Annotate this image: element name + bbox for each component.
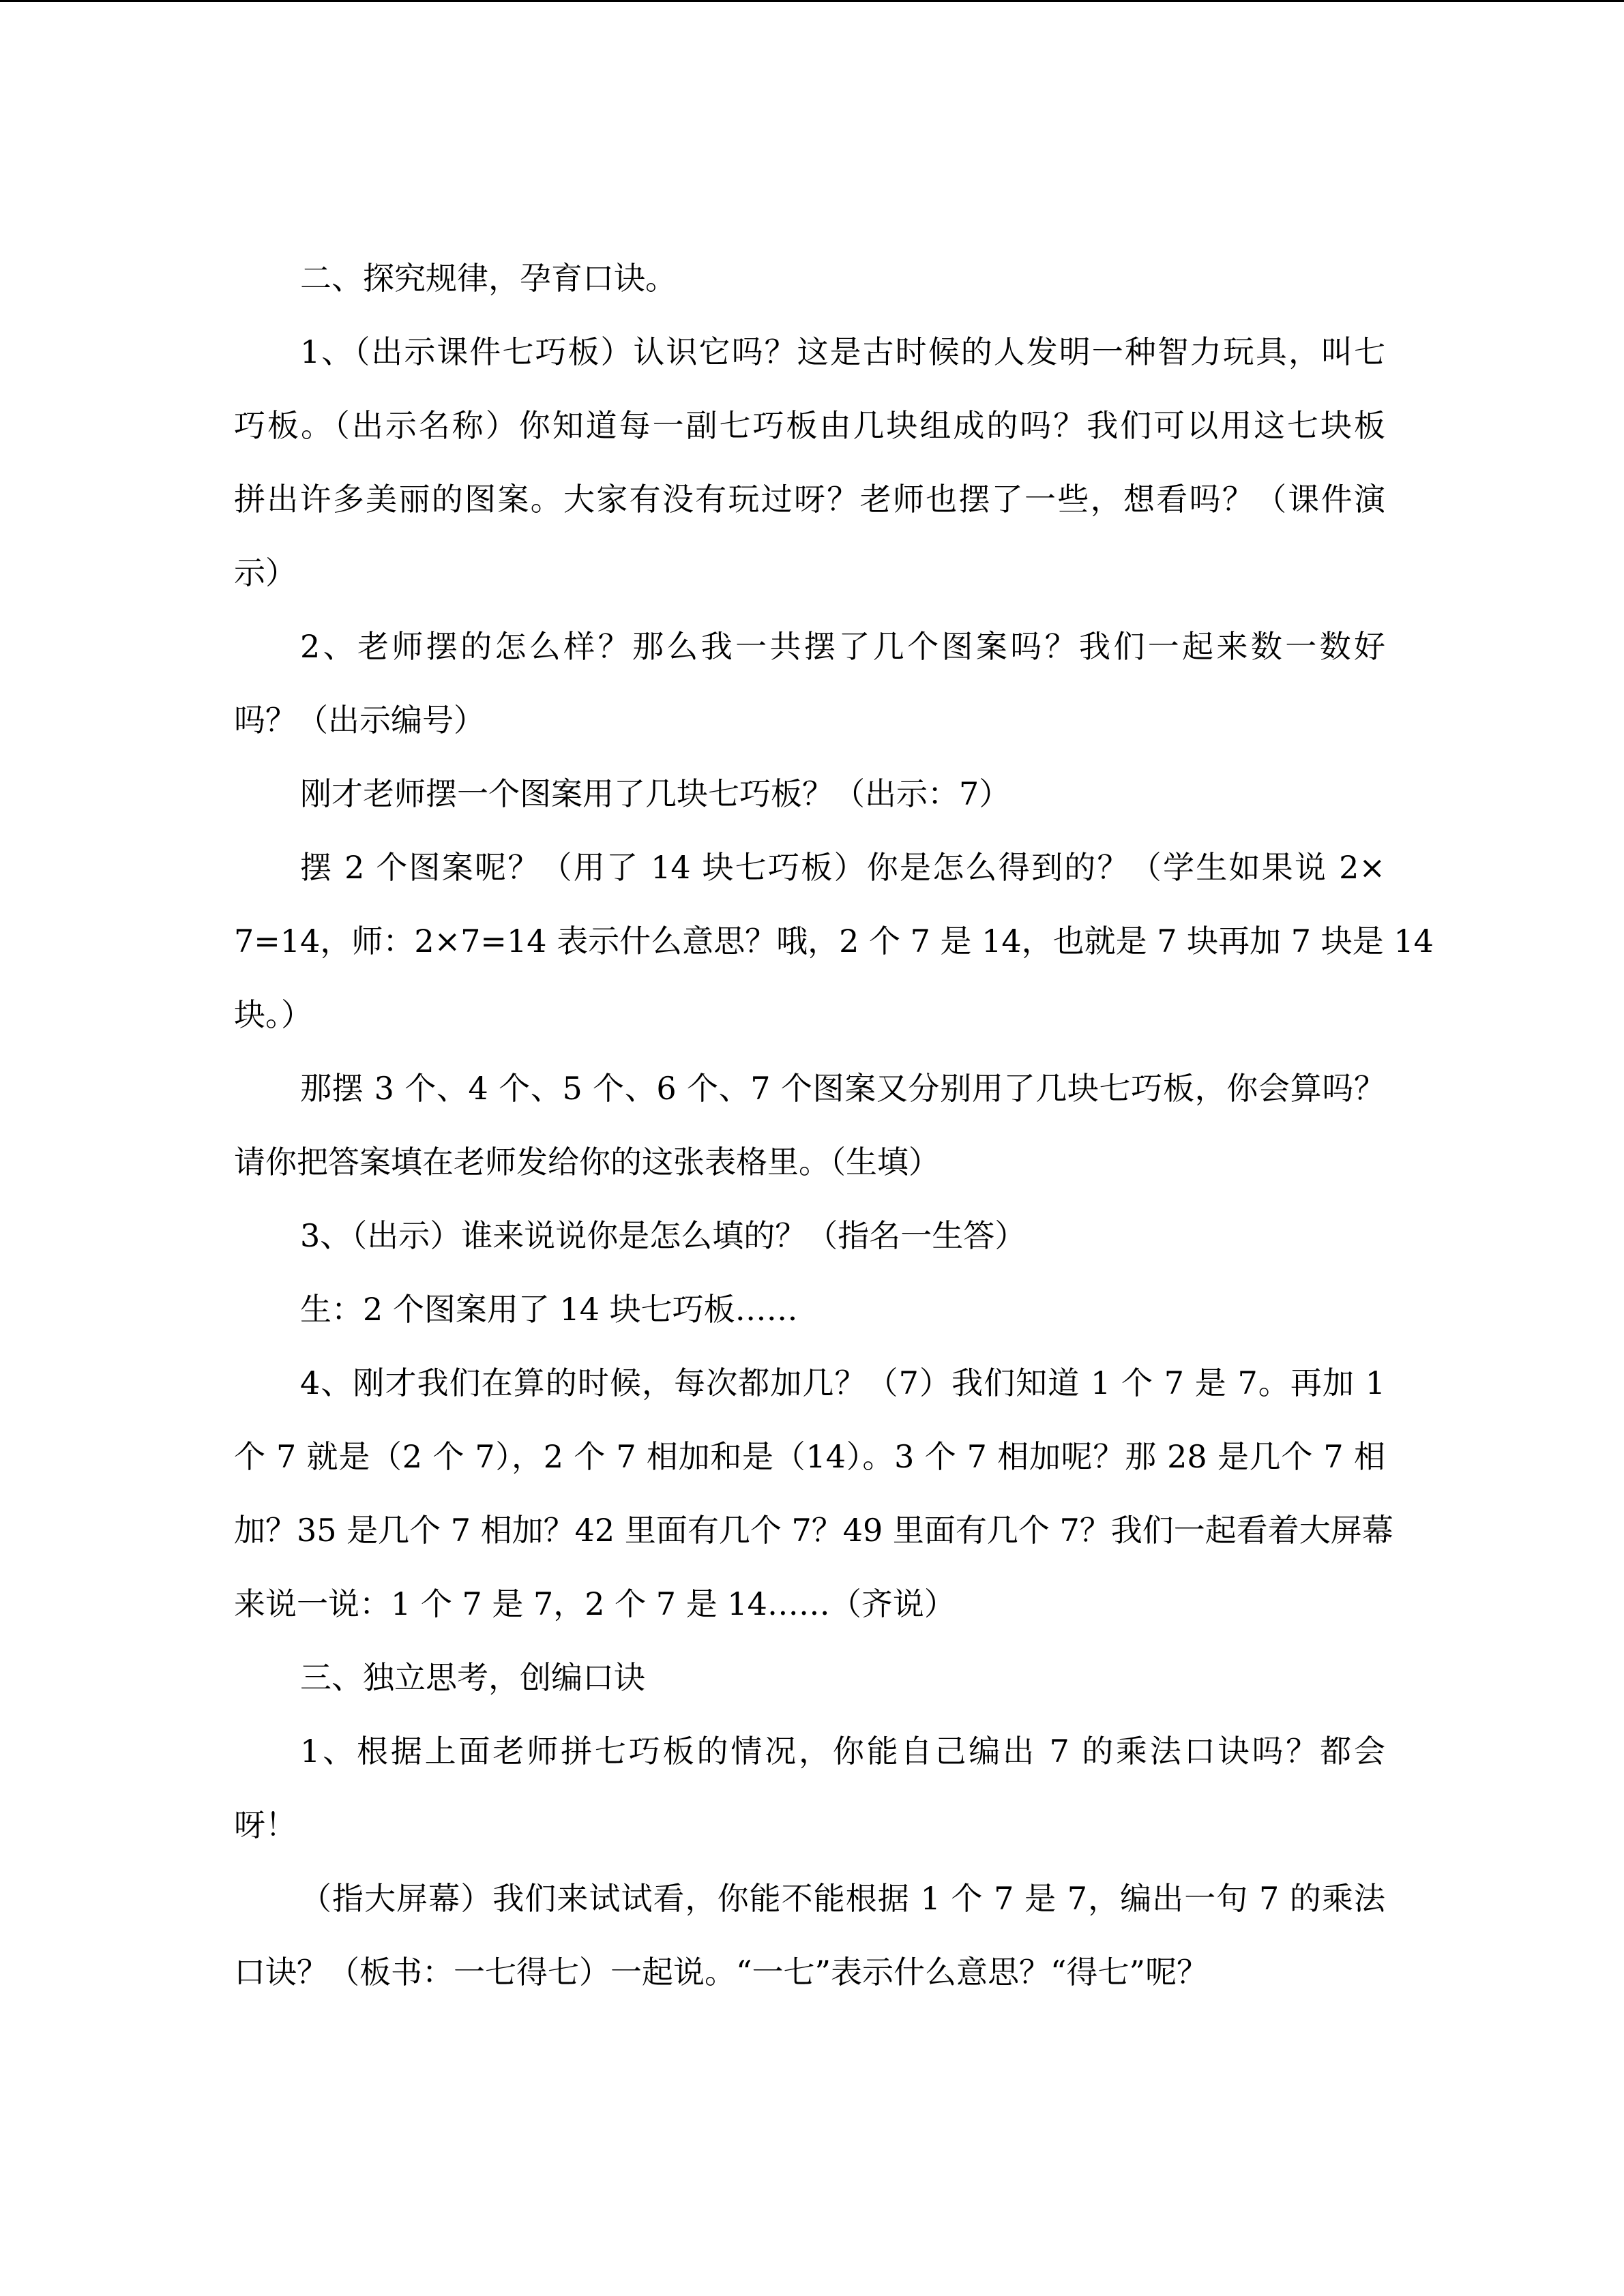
text-line: 拼出许多美丽的图案。大家有没有玩过呀？老师也摆了一些，想看吗？（课件演 <box>234 481 1385 518</box>
text-line: 1、根据上面老师拼七巧板的情况，你能自己编出 7 的乘法口诀吗？都会 <box>300 1733 1385 1770</box>
text-line: 生：2 个图案用了 14 块七巧板…… <box>300 1291 798 1328</box>
text-line: 4、刚才我们在算的时候，每次都加几？（7）我们知道 1 个 7 是 7。再加 1 <box>300 1365 1385 1401</box>
text-line: 刚才老师摆一个图案用了几块七巧板？（出示：7） <box>300 775 1011 812</box>
document-body <box>234 241 1434 2009</box>
paragraph <box>234 1714 1385 1862</box>
text-line: （指大屏幕）我们来试试看，你能不能根据 1 个 7 是 7，编出一句 7 的乘法 <box>300 1880 1385 1917</box>
text-line: 摆 2 个图案呢？（用了 14 块七巧板）你是怎么得到的？（学生如果说 2× <box>300 849 1385 886</box>
text-line: 口诀？（板书：一七得七）一起说。“一七”表示什么意思？“得七”呢？ <box>234 1954 1209 1991</box>
text-line: 那摆 3 个、4 个、5 个、6 个、7 个图案又分别用了几块七巧板，你会算吗？ <box>300 1070 1385 1107</box>
paragraph <box>234 831 1434 1052</box>
text-line: 三、独立思考，创编口诀 <box>300 1659 645 1696</box>
paragraph <box>234 315 1385 610</box>
paragraph <box>234 1052 1385 1199</box>
text-line: 示） <box>234 554 297 591</box>
text-line: 巧板。（出示名称）你知道每一副七巧板由几块组成的吗？我们可以用这七块板 <box>234 407 1385 444</box>
text-line: 二、探究规律，孕育口诀。 <box>300 260 677 297</box>
paragraph <box>234 1272 1385 1346</box>
text-line: 7=14，师：2×7=14 表示什么意思？哦，2 个 7 是 14，也就是 7 块再加 7 块是 14 <box>234 923 1434 959</box>
text-line: 2、老师摆的怎么样？那么我一共摆了几个图案吗？我们一起来数一数好 <box>300 628 1385 665</box>
section-heading <box>234 241 1385 315</box>
paragraph <box>234 1346 1393 1641</box>
text-line: 来说一说：1 个 7 是 7，2 个 7 是 14……（齐说） <box>234 1585 956 1622</box>
text-line: 个 7 就是（2 个 7），2 个 7 相加和是（14）。3 个 7 相加呢？那 28 是几个 7 相 <box>234 1438 1385 1475</box>
text-line: 加？35 是几个 7 相加？42 里面有几个 7？49 里面有几个 7？我们一起看着大屏幕 <box>234 1512 1393 1549</box>
text-line: 呀！ <box>234 1806 297 1843</box>
text-line: 3、（出示）谁来说说你是怎么填的？（指名一生答） <box>300 1217 1027 1254</box>
text-line: 吗？（出示编号） <box>234 702 485 739</box>
paragraph <box>234 757 1385 831</box>
paragraph <box>234 1862 1385 2009</box>
text-line: 1、（出示课件七巧板）认识它吗？这是古时候的人发明一种智力玩具，叫七 <box>300 333 1385 370</box>
text-line: 块。） <box>234 996 312 1033</box>
paragraph <box>234 610 1385 757</box>
top-border-line <box>0 0 1624 2</box>
paragraph <box>234 1199 1385 1272</box>
section-heading <box>234 1641 1385 1714</box>
text-line: 请你把答案填在老师发给你的这张表格里。（生填） <box>234 1144 940 1180</box>
